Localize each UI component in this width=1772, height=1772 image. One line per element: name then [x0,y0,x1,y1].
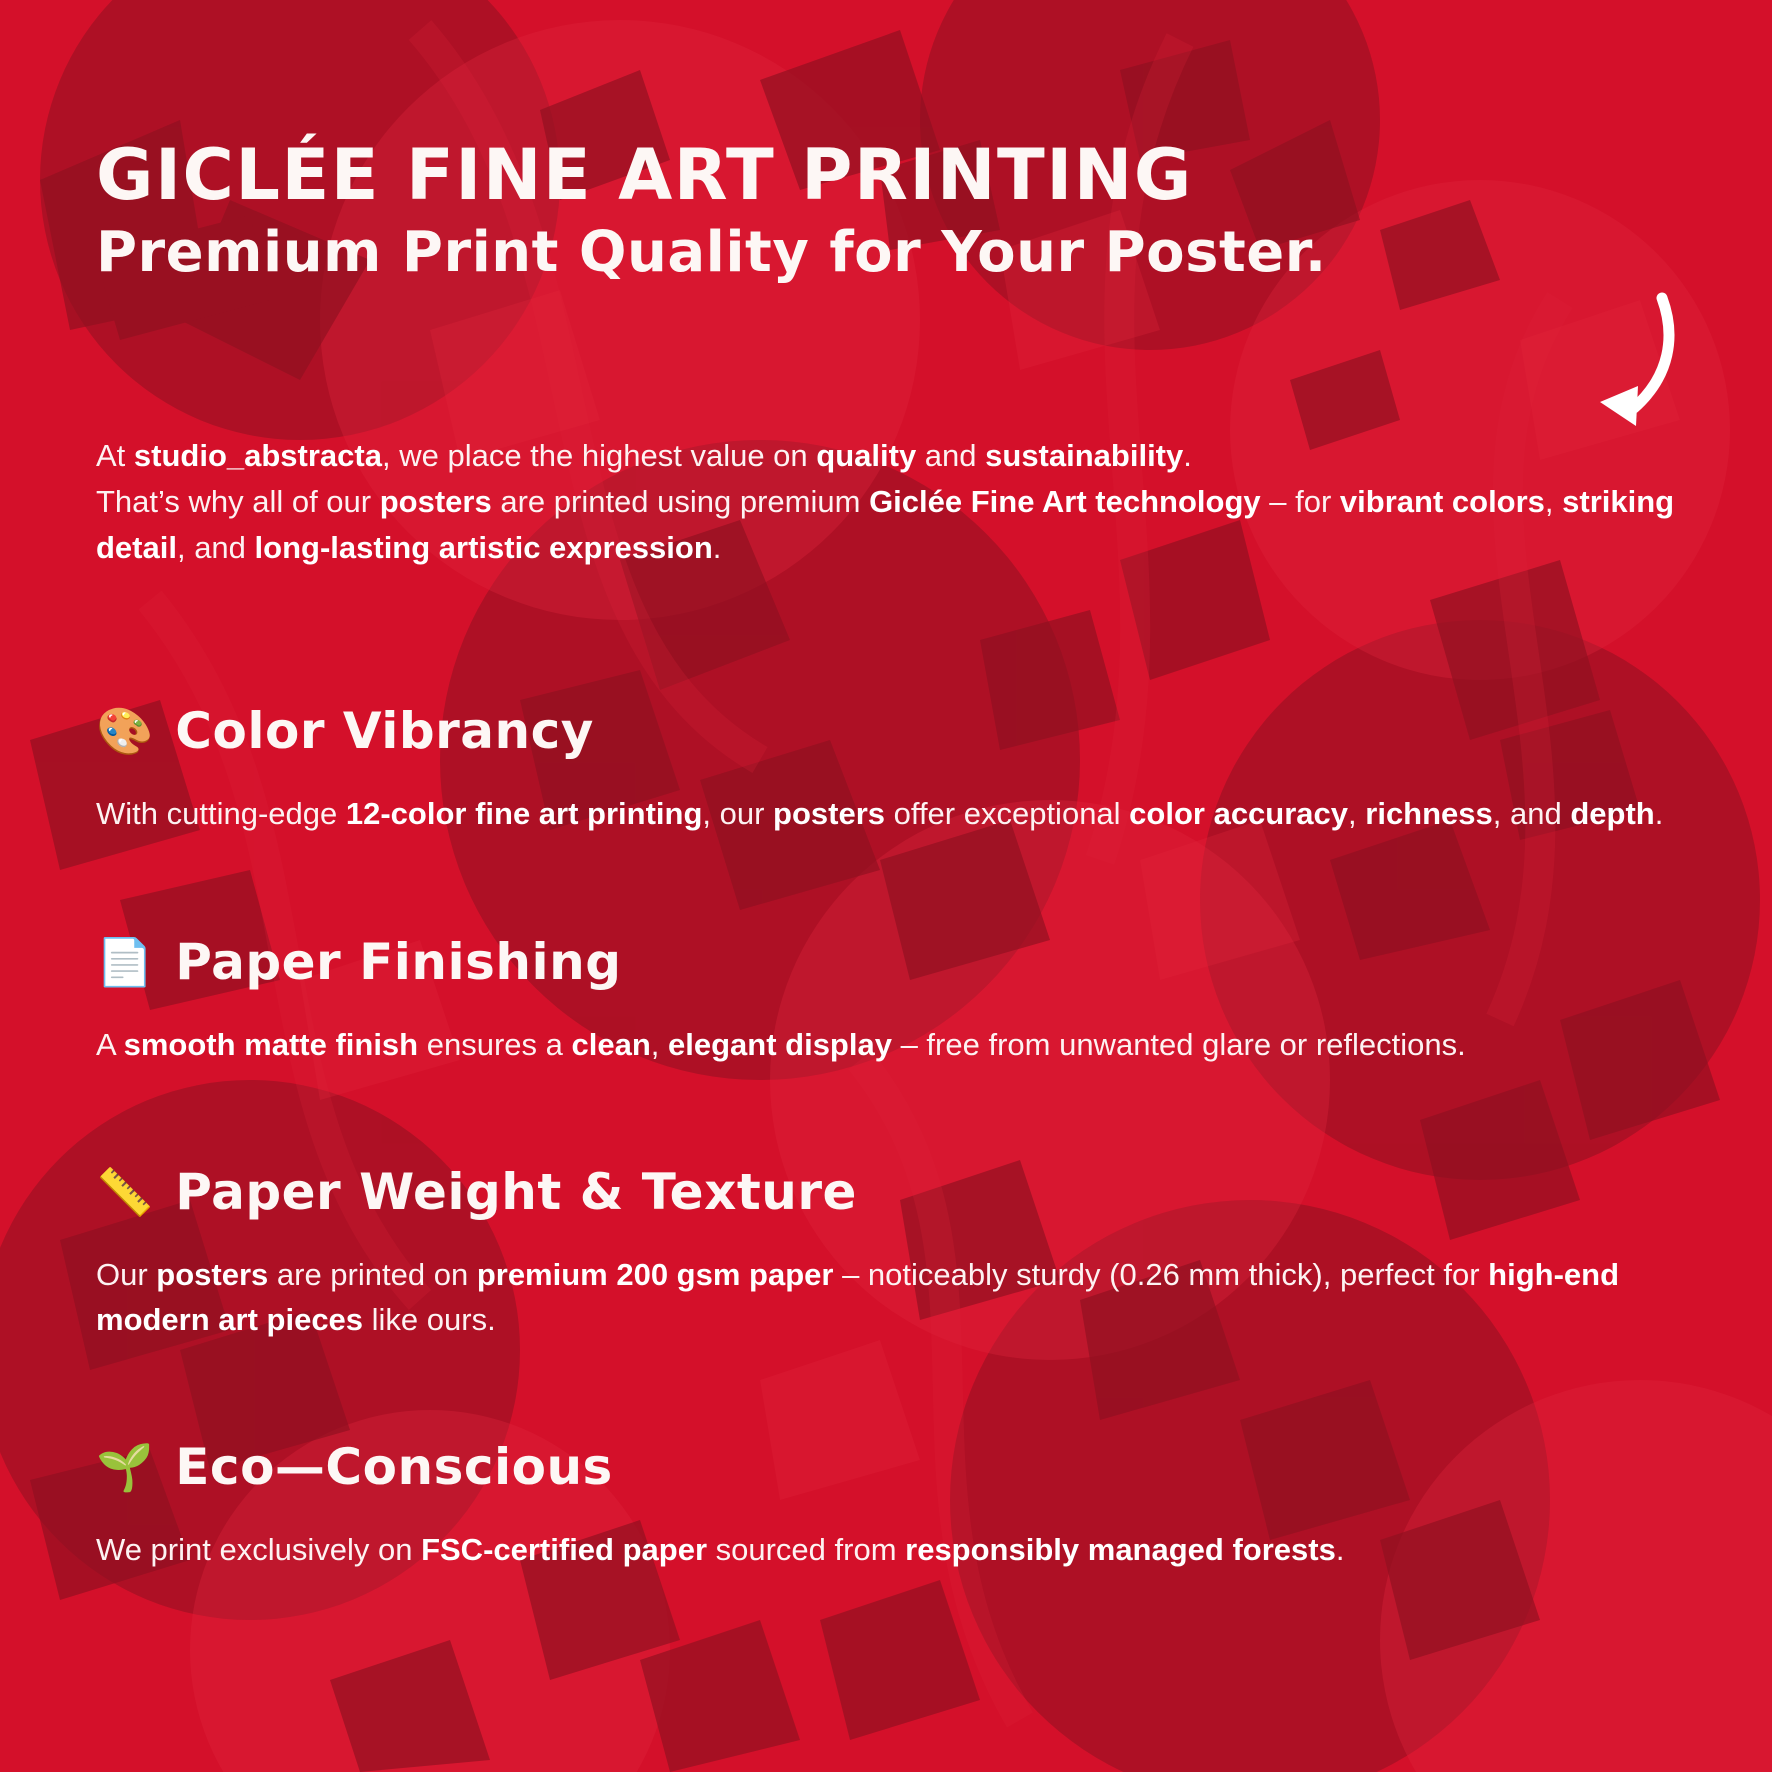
section-heading [96,1163,1676,1221]
page-subtitle: Premium Print Quality for Your Poster. [96,220,1327,285]
section-color-vibrancy [96,702,1676,836]
section-body: We print exclusively on FSC-certified paper sourced from responsibly managed forests. [96,1532,1345,1568]
section-paper-finishing [96,933,1676,1067]
section-body: Our posters are printed on premium 200 gsm paper – noticeably sturdy (0.26 mm thick), perfect for high-end modern art pieces like ours. [96,1256,1620,1338]
section-heading [96,1438,1676,1496]
seedling-icon: 🌱 [96,1440,154,1495]
section-eco-conscious [96,1438,1676,1572]
section-title: Color Vibrancy [175,702,594,761]
title-block [96,0,1676,283]
section-title: Paper Finishing [175,932,622,991]
document-page-icon: 📄 [96,934,154,989]
section-body: A smooth matte finish ensures a clean, elegant display – free from unwanted glare or reflections. [96,1026,1466,1062]
page-title: GICLÉE FINE ART PRINTING [96,134,1193,216]
section-paper-weight-texture [96,1163,1676,1343]
section-heading [96,933,1676,991]
intro-paragraph: At studio_abstracta, we place the highest value on quality and sustainability. That’s why all of our posters are printed using premium Giclée Fine Art technology – for vibrant colors, striking detail, and long-lasting artistic expression. [96,437,1675,565]
curved-arrow-down-icon [1552,290,1682,440]
section-title: Paper Weight & Texture [175,1162,857,1221]
section-title: Eco—Conscious [175,1438,613,1497]
ruler-icon: 📏 [96,1164,154,1219]
section-heading [96,702,1676,760]
palette-icon: 🎨 [96,704,154,759]
section-body: With cutting-edge 12-color fine art printing, our posters offer exceptional color accuracy, richness, and depth. [96,796,1664,832]
